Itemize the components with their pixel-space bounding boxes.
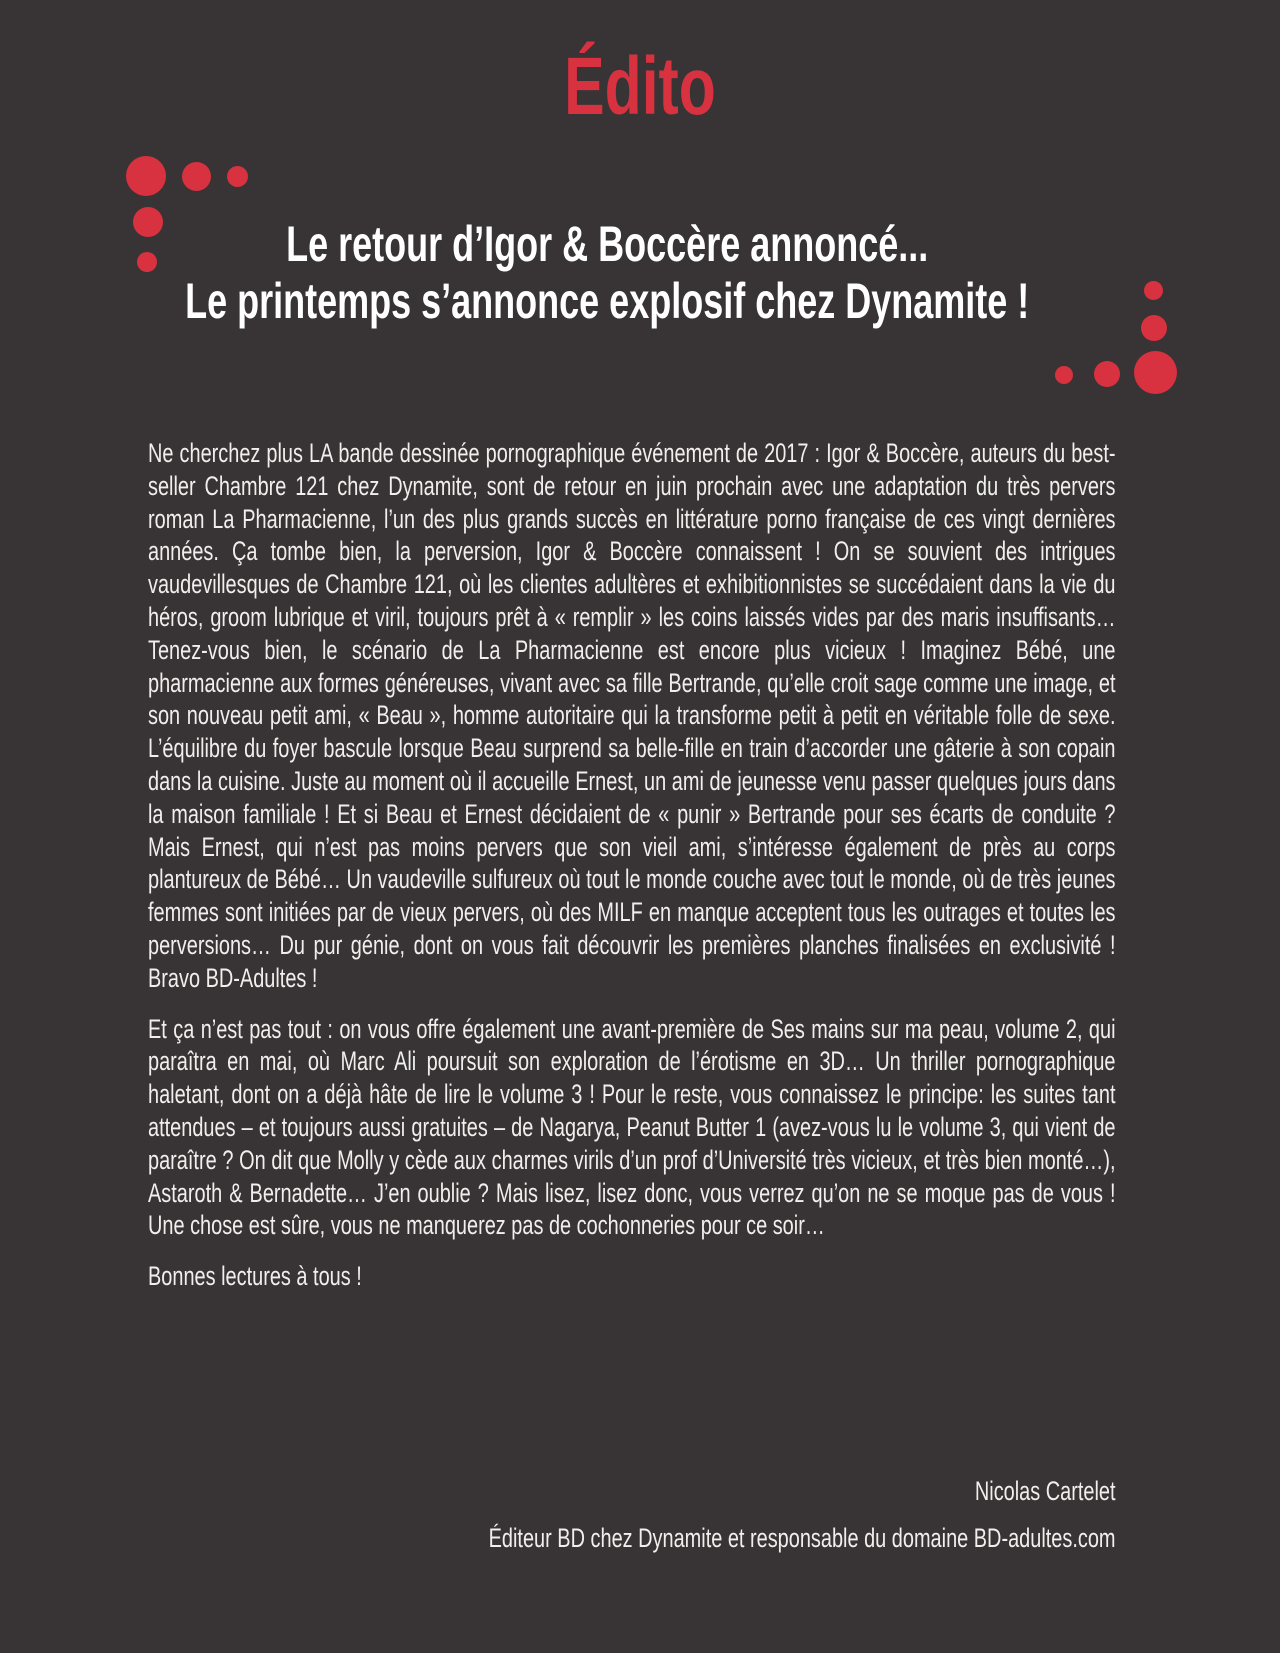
signature-role: Éditeur BD chez Dynamite et responsable du domaine BD-adultes.com	[488, 1522, 1116, 1553]
body-paragraph-closing: Bonnes lectures à tous !	[148, 1261, 362, 1292]
body-paragraph: Ne cherchez plus LA bande dessinée pornographique événement de 2017 : Igor & Boccère, auteurs du best-seller Chambre 121 chez Dynamite, sont de retour en juin prochain avec une adaptation du très pervers roman La Pharmacienne, l’un des plus grands succès en littérature porno française de ces vingt dernières années. Ça tombe bien, la perversion, Igor & Boccère connaissent ! On se souvient des intrigues vaudevillesques de Chambre 121, où les clientes adultères et exhibitionnistes se succédaient dans la vie du héros, groom lubrique et viril, toujours prêt à « remplir » les coins laissés vides par des maris insuffisants… Tenez-vous bien, le scénario de La Pharmacienne est encore plus vicieux ! Imaginez Bébé, une pharmacienne aux formes généreuses, vivant avec sa fille Bertrande, qu’elle croit sage comme une image, et son nouveau petit ami, « Beau », homme autoritaire qui la transforme petit à petit en véritable folle de sexe. L’équilibre du foyer bascule lorsque Beau surprend sa belle-fille en train d’accorder une gâterie à son copain dans la cuisine. Juste au moment où il accueille Ernest, un ami de jeunesse venu passer quelques jours dans la maison familiale ! Et si Beau et Ernest décidaient de « punir » Bertrande pour ses écarts de conduite ? Mais Ernest, qui n’est pas moins pervers que son vieil ami, s’intéresse également de près au corps plantureux de Bébé… Un vaudeville sulfureux où tout le monde couche avec tout le monde, où de très jeunes femmes sont initiées par de vieux pervers, où des MILF en manque acceptent tous les outrages et toutes les perversions… Du pur génie, dont on vous fait découvrir les premières planches finalisées en exclusivité ! Bravo BD-Adultes !	[148, 438, 1116, 993]
page-title: Édito	[564, 41, 716, 132]
decorative-dot-icon	[1141, 315, 1167, 341]
decorative-dot-icon	[227, 166, 248, 187]
signature-block	[148, 1475, 1116, 1555]
page-title-wrap	[166, 41, 1113, 132]
decorative-dot-icon	[1134, 351, 1177, 394]
editorial-body	[148, 437, 1116, 1293]
headline	[123, 216, 1091, 330]
decorative-dot-icon	[126, 156, 166, 196]
decorative-dot-icon	[1144, 281, 1163, 300]
signature-name: Nicolas Cartelet	[974, 1476, 1116, 1506]
decorative-dot-icon	[182, 162, 211, 191]
headline-line-2: Le printemps s’annonce explosif chez Dynamite !	[185, 273, 1030, 329]
body-paragraph: Et ça n’est pas tout : on vous offre également une avant-première de Ses mains sur ma peau, volume 2, qui paraîtra en mai, où Marc Ali poursuit son exploration de l’érotisme en 3D… Un thriller pornographique haletant, dont on a déjà hâte de lire le volume 3 ! Pour le reste, vous connaissez le principe: les suites tant attendues – et toujours aussi gratuites – de Nagarya, Peanut Butter 1 (avez-vous lu le volume 3, qui vient de paraître ? On dit que Molly y cède aux charmes virils d’un prof d’Université très vicieux, et très bien monté…), Astaroth & Bernadette… J’en oublie ? Mais lisez, lisez donc, vous verrez qu’on ne se moque pas de vous ! Une chose est sûre, vous ne manquerez pas de cochonneries pour ce soir…	[148, 1013, 1116, 1241]
headline-line-1: Le retour d’Igor & Boccère annoncé...	[286, 216, 929, 272]
decorative-dot-icon	[1055, 366, 1073, 384]
decorative-dot-icon	[1094, 361, 1120, 387]
